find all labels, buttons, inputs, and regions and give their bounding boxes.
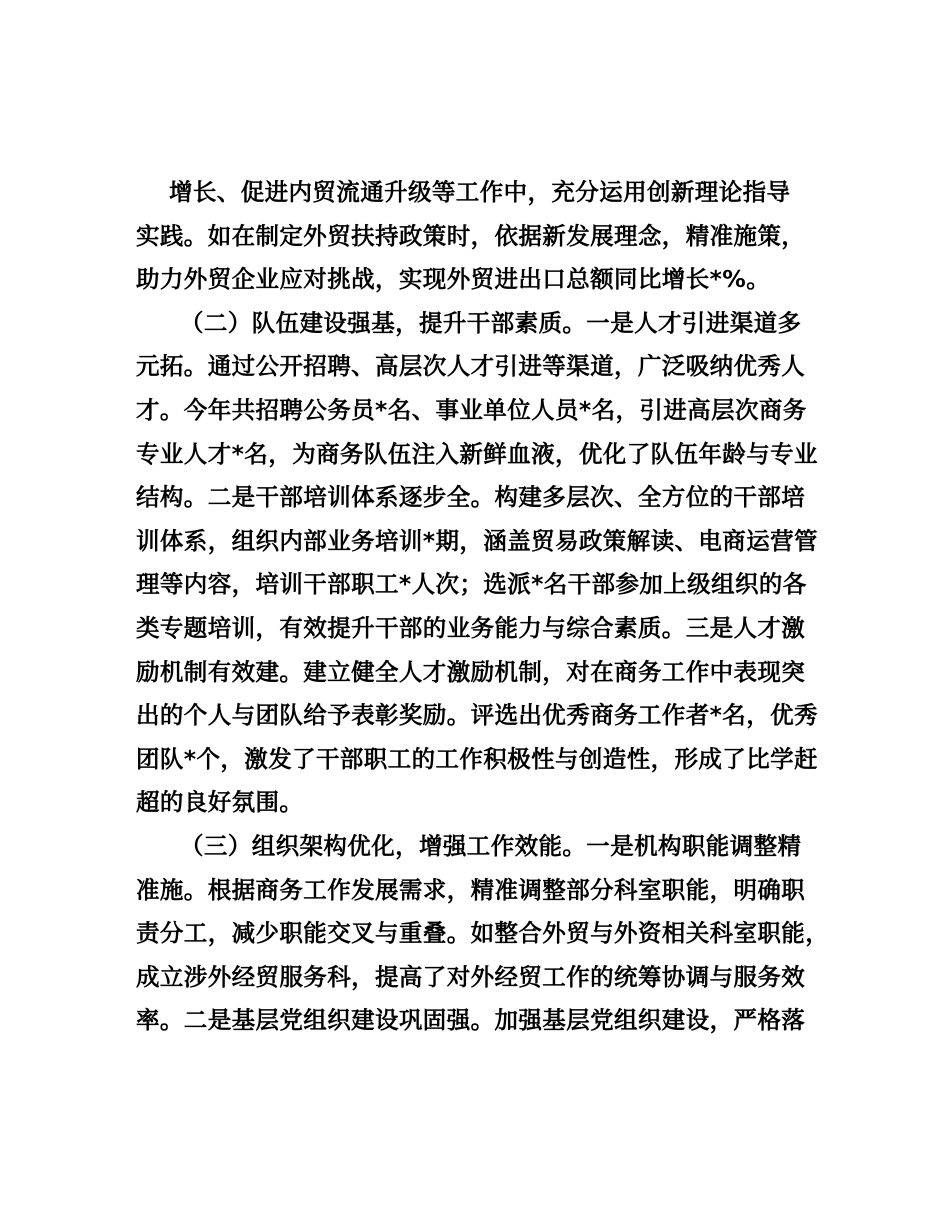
paragraph-line: 实践。如在制定外贸扶持政策时，依据新发展理念，精准施策， (136, 221, 806, 250)
paragraph-line: 准施。根据商务工作发展需求，精准调整部分科室职能，明确职 (136, 875, 806, 904)
paragraph-line: 结构。二是干部培训体系逐步全。构建多层次、全方位的干部培 (136, 483, 806, 512)
paragraph-line: 助力外贸企业应对挑战，实现外贸进出口总额同比增长*%。 (136, 265, 771, 294)
paragraph-line: 出的个人与团队给予表彰奖励。评选出优秀商务工作者*名，优秀 (136, 701, 818, 730)
paragraph-line: 团队*个，激发了干部职工的工作积极性与创造性，形成了比学赶 (136, 744, 818, 773)
paragraph-line: 训体系，组织内部业务培训*期，涵盖贸易政策解读、电商运营管 (136, 526, 818, 555)
section-heading-line: （三）组织架构优化，增强工作效能。一是机构职能调整精 (180, 831, 802, 860)
paragraph-line: 成立涉外经贸服务科，提高了对外经贸工作的统筹协调与服务效 (136, 962, 806, 991)
paragraph-line: 超的良好氛围。 (136, 788, 304, 817)
paragraph-line: 励机制有效建。建立健全人才激励机制，对在商务工作中表现突 (136, 657, 806, 686)
section-heading-line: （二）队伍建设强基，提升干部素质。一是人才引进渠道多 (180, 308, 802, 337)
paragraph-line: 元拓。通过公开招聘、高层次人才引进等渠道，广泛吸纳优秀人 (136, 352, 806, 381)
paragraph-line: 才。今年共招聘公务员*名、事业单位人员*名，引进高层次商务 (136, 395, 807, 424)
paragraph-line: 理等内容，培训干部职工*人次；选派*名干部参加上级组织的各 (136, 570, 807, 599)
paragraph-line: 类专题培训，有效提升干部的业务能力与综合素质。三是人才激 (136, 613, 806, 642)
body-text (136, 171, 836, 1043)
paragraph-line: 专业人才*名，为商务队伍注入新鲜血液，优化了队伍年龄与专业 (136, 439, 818, 468)
paragraph-line: 率。二是基层党组织建设巩固强。加强基层党组织建设，严格落 (136, 1006, 806, 1035)
paragraph-line: 增长、促进内贸流通升级等工作中，充分运用创新理论指导 (169, 178, 791, 206)
paragraph-line: 责分工，减少职能交叉与重叠。如整合外贸与外资相关科室职能， (136, 919, 830, 948)
